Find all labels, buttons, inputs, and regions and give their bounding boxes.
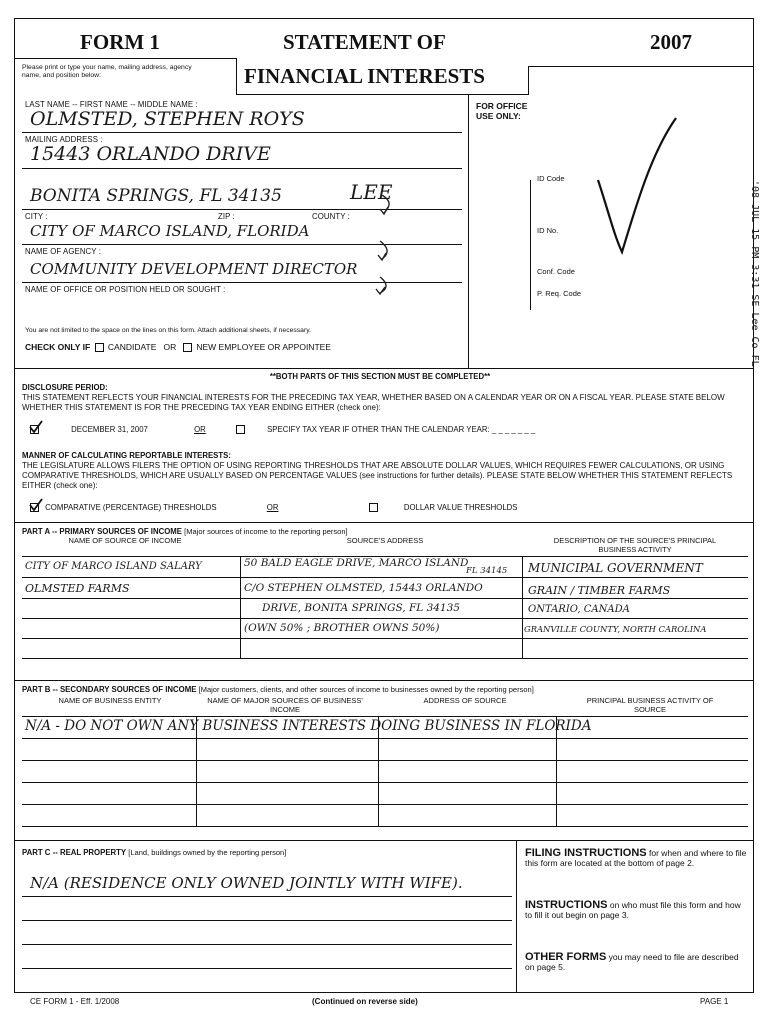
instructions-text: on who must file this form and how to fill it out begin on page 3.	[525, 900, 741, 920]
part-c-entry[interactable]: N/A (RESIDENCE ONLY OWNED JOINTLY WITH WIFE).	[30, 874, 463, 892]
disclosure-period-title: DISCLOSURE PERIOD:	[22, 383, 108, 392]
id-code-label: ID Code	[537, 174, 565, 183]
form-title-line2: FINANCIAL INTERESTS	[244, 64, 485, 88]
county-label: COUNTY :	[312, 212, 350, 221]
or-label: OR	[163, 342, 177, 352]
city-label: CITY :	[25, 212, 48, 221]
part-b-title: PART B -- SECONDARY SOURCES OF INCOME	[22, 685, 197, 694]
part-b-subtitle: [Major customers, clients, and other sources of income to businesses owned by the reporting person]	[198, 685, 534, 694]
part-a-r2-desc1[interactable]: GRAIN / TIMBER FARMS	[528, 584, 671, 597]
part-a-r2-name[interactable]: OLMSTED FARMS	[25, 582, 130, 595]
dec31-label: DECEMBER 31, 2007	[71, 425, 148, 434]
comparative-checkbox[interactable]	[30, 503, 39, 512]
part-c-heading	[22, 848, 286, 858]
form-number: FORM 1	[80, 30, 160, 54]
part-b-heading	[22, 685, 534, 695]
other-forms-title: OTHER FORMS	[525, 951, 607, 963]
specify-label: SPECIFY TAX YEAR IF OTHER THAN THE CALENDAR YEAR:	[267, 425, 490, 434]
part-b-entry[interactable]: N/A - DO NOT OWN ANY BUSINESS INTERESTS DOING BUSINESS IN FLORIDA	[25, 718, 592, 734]
new-employee-label: NEW EMPLOYEE OR APPOINTEE	[196, 342, 331, 352]
footer-page: PAGE 1	[700, 997, 729, 1006]
name-value[interactable]: OLMSTED, STEPHEN ROYS	[30, 108, 305, 130]
part-a-r2-addr1[interactable]: C/O STEPHEN OLMSTED, 15443 ORLANDO	[244, 582, 483, 594]
position-label: NAME OF OFFICE OR POSITION HELD OR SOUGHT :	[25, 285, 226, 294]
footer-form-id: CE FORM 1 - Eff. 1/2008	[30, 997, 120, 1006]
part-b-col4-header: PRINCIPAL BUSINESS ACTIVITY OF SOURCE	[586, 696, 714, 714]
part-a-r1-addr2[interactable]: FL 34145	[466, 566, 508, 576]
agency-label: NAME OF AGENCY :	[25, 247, 101, 256]
mailing-label: MAILING ADDRESS :	[25, 135, 103, 144]
space-note: You are not limited to the space on the lines on this form. Attach additional sheets, if necessary.	[25, 327, 312, 334]
dollar-label: DOLLAR VALUE THRESHOLDS	[403, 503, 518, 512]
candidate-checkbox[interactable]	[95, 343, 104, 352]
filing-text: for when and where to file this form are located at the bottom of page 2.	[525, 848, 747, 868]
mailing-line2[interactable]: BONITA SPRINGS, FL 34135	[30, 186, 282, 206]
conf-code-label: Conf. Code	[537, 267, 575, 276]
zip-label: ZIP :	[218, 212, 235, 221]
form-title-line1: STATEMENT OF	[283, 30, 446, 54]
dollar-checkbox[interactable]	[369, 503, 378, 512]
manner-title: MANNER OF CALCULATING REPORTABLE INTERESTS:	[22, 451, 231, 460]
threshold-options	[30, 503, 517, 513]
period-options: DECEMBER 31, 2007 OR SPECIFY TAX YEAR IF OTHER THAN THE CALENDAR YEAR: _ _ _ _ _ _ _	[30, 425, 535, 435]
part-a-col2-header: SOURCE'S ADDRESS	[346, 536, 424, 545]
part-b-col3-header: ADDRESS OF SOURCE	[423, 696, 507, 705]
threshold-or: OR	[266, 503, 279, 512]
disclosure-period-text: THIS STATEMENT REFLECTS YOUR FINANCIAL INTERESTS FOR THE PRECEDING TAX YEAR, WHETHER BASED ON A CALENDAR YEAR OR ON A FISCAL YEAR. PLEASE STATE BELOW WHETHER THIS STATEMENT IS FOR THE PRECEDING TAX YEAR ENDING EITHER (check one):	[22, 393, 725, 412]
arrow-icon	[370, 195, 400, 295]
new-employee-checkbox[interactable]	[183, 343, 192, 352]
part-a-r2-desc2[interactable]: ONTARIO, CANADA	[528, 604, 630, 615]
county-value[interactable]: LEE	[350, 180, 393, 204]
filing-instructions	[525, 848, 747, 868]
part-a-subtitle: [Major sources of income to the reporting person]	[184, 527, 348, 536]
part-a-r2-addr3[interactable]: (OWN 50% ; BROTHER OWNS 50%)	[244, 622, 440, 634]
check-only-row	[25, 342, 331, 352]
name-label: LAST NAME -- FIRST NAME -- MIDDLE NAME :	[25, 100, 198, 109]
part-a-r2-addr2[interactable]: DRIVE, BONITA SPRINGS, FL 34135	[262, 602, 460, 614]
candidate-label: CANDIDATE	[107, 342, 157, 352]
instructions-title: INSTRUCTIONS	[525, 899, 608, 911]
office-use-title: FOR OFFICE USE ONLY:	[476, 101, 528, 121]
part-a-r1-name[interactable]: CITY OF MARCO ISLAND SALARY	[25, 561, 202, 572]
part-a-col3-header: DESCRIPTION OF THE SOURCE'S PRINCIPAL BUSINESS ACTIVITY	[553, 536, 717, 554]
specify-checkbox[interactable]	[236, 425, 245, 434]
print-instruction: Please print or type your name, mailing address, agency name, and position below:	[22, 64, 192, 79]
agency-value[interactable]: CITY OF MARCO ISLAND, FLORIDA	[30, 222, 310, 240]
instructions-note	[525, 900, 747, 920]
period-or: OR	[194, 425, 206, 434]
manner-text: THE LEGISLATURE ALLOWS FILERS THE OPTION OF USING REPORTING THRESHOLDS THAT ARE ABSOLUTE DOLLAR VALUES, WHICH REQUIRES FEWER CALCULATIONS, OR USING COMPARATIVE THRESHOLDS, WHICH ARE USUALLY BASED ON PERCENTAGE VALUES (see instructions for further details). PLEASE STATE BELOW WHETHER THIS STATEMENT REFLECTS EITHER (check one):	[22, 461, 733, 490]
dec31-checkbox[interactable]	[30, 425, 39, 434]
part-a-r2-desc3[interactable]: GRANVILLE COUNTY, NORTH CAROLINA	[524, 624, 707, 634]
p-req-code-label: P. Req. Code	[537, 289, 582, 298]
part-b-col1-header: NAME OF BUSINESS ENTITY	[58, 696, 162, 705]
part-c-subtitle: [Land, buildings owned by the reporting person]	[128, 848, 287, 857]
part-a-r1-addr1[interactable]: 50 BALD EAGLE DRIVE, MARCO ISLAND	[244, 557, 469, 569]
form-year: 2007	[650, 30, 692, 54]
part-a-title: PART A -- PRIMARY SOURCES OF INCOME	[22, 527, 182, 536]
position-value[interactable]: COMMUNITY DEVELOPMENT DIRECTOR	[30, 260, 358, 278]
id-no-label: ID No.	[537, 226, 559, 235]
other-forms-note	[525, 952, 747, 972]
part-a-r1-desc[interactable]: MUNICIPAL GOVERNMENT	[528, 561, 703, 575]
check-only-label: CHECK ONLY IF	[25, 342, 91, 352]
part-c-title: PART C -- REAL PROPERTY	[22, 848, 127, 857]
filing-title: FILING INSTRUCTIONS	[525, 847, 647, 859]
part-a-col1-header: NAME OF SOURCE OF INCOME	[68, 536, 182, 545]
mailing-line1[interactable]: 15443 ORLANDO DRIVE	[30, 143, 271, 165]
comparative-label: COMPARATIVE (PERCENTAGE) THRESHOLDS	[45, 503, 217, 512]
other-forms-text: you may need to file are described on page 5.	[525, 952, 739, 972]
received-stamp: '08 JUL 15 PM 3:31 SE Lee Co FL	[749, 180, 760, 367]
checkmark-icon	[590, 110, 680, 260]
footer-continued: (Continued on reverse side)	[312, 997, 418, 1006]
both-parts-note: **BOTH PARTS OF THIS SECTION MUST BE COMPLETED**	[269, 372, 491, 381]
part-b-col2-header: NAME OF MAJOR SOURCES OF BUSINESS' INCOME	[207, 696, 363, 714]
